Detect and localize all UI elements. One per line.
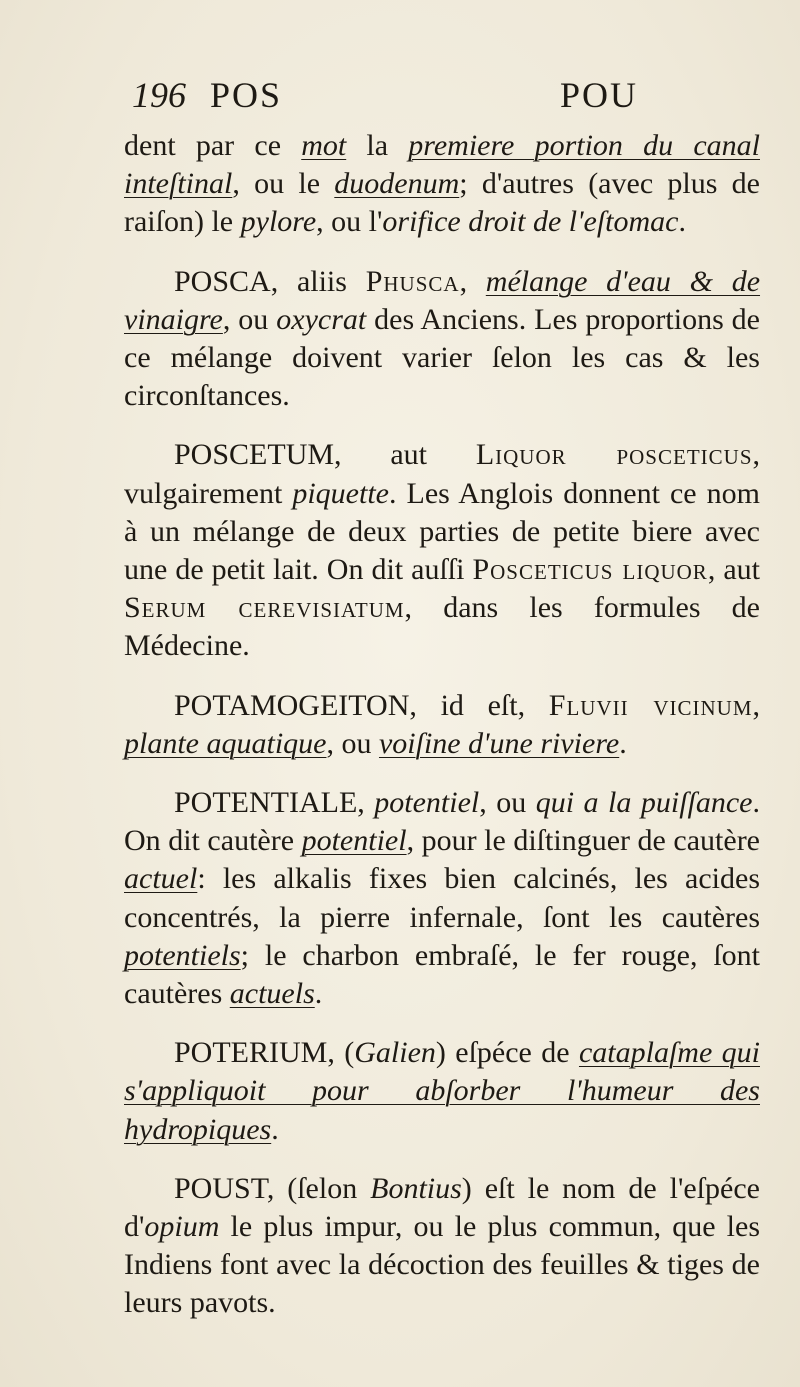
text-segment: , ou le (232, 167, 335, 201)
text-segment: , ( (327, 1036, 355, 1070)
entry-headword: POSCETUM (174, 438, 335, 472)
text-segment: mélange d'eau & de vinaigre (124, 264, 761, 336)
page-number: 196 (132, 75, 186, 115)
text-segment: Fluvii vicinum (548, 688, 753, 722)
text-segment: pylore (240, 205, 317, 239)
entry-headword: POTERIUM (174, 1036, 328, 1070)
text-segment: duodenum (334, 167, 460, 201)
entry-potentiale (124, 784, 760, 1013)
text-segment: Galien (354, 1036, 436, 1070)
text-segment: , (752, 688, 760, 722)
text-segment: . (271, 1112, 279, 1146)
header-right-word: POU (560, 75, 639, 115)
text-segment: . (678, 205, 686, 239)
text-segment: . (314, 977, 323, 1011)
text-segment: potentiel (374, 786, 480, 820)
text-segment: , aut (707, 553, 760, 587)
text-segment: , aliis (270, 264, 366, 298)
text-segment: , (459, 264, 486, 298)
text-segment: , vulgairement (124, 438, 760, 510)
text-segment: oxycrat (276, 302, 367, 336)
entry-headword: POUST (174, 1171, 267, 1205)
dictionary-text (124, 127, 760, 1323)
text-segment: Phusca (365, 264, 460, 298)
text-segment: . Les Anglois donnent ce nom à un mélange de deux parties de petite biere avec une de petit lait. On dit auſſi (124, 476, 760, 587)
text-segment: dent par ce (124, 129, 302, 162)
text-segment: actuels (229, 977, 315, 1011)
text-segment: , aut (334, 438, 476, 472)
text-segment: , (357, 786, 375, 820)
text-segment: , dans les formules de Médecine. (124, 591, 760, 663)
text-segment: voiſine d'une riviere (378, 726, 620, 760)
text-segment: le plus impur, ou le plus commun, que les Indiens font avec la décoction des feuilles & tiges de leurs pavots. (124, 1210, 760, 1320)
text-segment: Serum cerevisiatum (124, 591, 405, 625)
entry-headword: POTENTIALE (174, 786, 358, 820)
entry-poscetum (124, 436, 760, 665)
running-header (132, 74, 688, 122)
text-segment: , ou (222, 302, 277, 336)
text-segment: , ou l' (316, 205, 383, 239)
text-segment: piquette (292, 476, 389, 510)
text-segment: ) eſpéce de (435, 1036, 579, 1070)
text-segment: Posceticus liquor (472, 553, 708, 587)
text-segment: plante aquatique (124, 726, 327, 760)
text-segment: ; d'autres (avec plus de raiſon) le (124, 167, 760, 239)
text-segment: potentiel (301, 824, 407, 858)
text-segment: : les alkalis fixes bien calcinés, les acides concentrés, la pierre infernale, ſont les cautères (124, 862, 760, 934)
text-segment: . (619, 726, 627, 760)
text-segment: , (ſelon (266, 1171, 371, 1205)
text-segment: mot (301, 129, 347, 162)
entry-poterium (124, 1034, 760, 1149)
text-segment: opium (144, 1210, 220, 1244)
entry-poust (124, 1170, 760, 1323)
text-segment: Bontius (370, 1171, 462, 1205)
text-segment: la (346, 129, 409, 162)
text-segment: , pour le diſtinguer de cautère (406, 824, 760, 858)
text-segment: actuel (124, 862, 198, 896)
entry-headword: POSCA (174, 264, 271, 298)
entry-potamogeiton (124, 687, 760, 763)
text-segment: Liquor posceticus (475, 438, 753, 472)
text-segment: premiere portion du canal inteſtinal (124, 129, 760, 201)
text-segment: . On dit cautère (124, 786, 760, 858)
text-segment: qui a la puiſſance (535, 786, 753, 820)
entry-headword: POTAMOGEITON (174, 688, 410, 722)
entry-continuation (124, 127, 760, 242)
text-segment: ) eſt le nom de l'eſpéce d' (124, 1171, 760, 1244)
text-segment: ; le charbon embraſé, le fer rouge, ſont cautères (124, 938, 760, 1011)
text-segment: , ou (479, 786, 536, 820)
text-segment: , ou (326, 726, 379, 760)
text-segment: cataplaſme qui s'appliquoit pour abſorber l'humeur des hydropiques (124, 1036, 760, 1146)
text-segment: des Anciens. Les proportions de ce mélange doivent varier ſelon les cas & les circonſtances. (124, 302, 760, 413)
text-segment: potentiels (124, 938, 241, 972)
text-segment: , id eſt, (409, 688, 549, 722)
header-left-word: POS (210, 75, 283, 115)
text-segment: orifice droit de l'eſtomac (382, 205, 679, 239)
entry-posca (124, 263, 760, 416)
